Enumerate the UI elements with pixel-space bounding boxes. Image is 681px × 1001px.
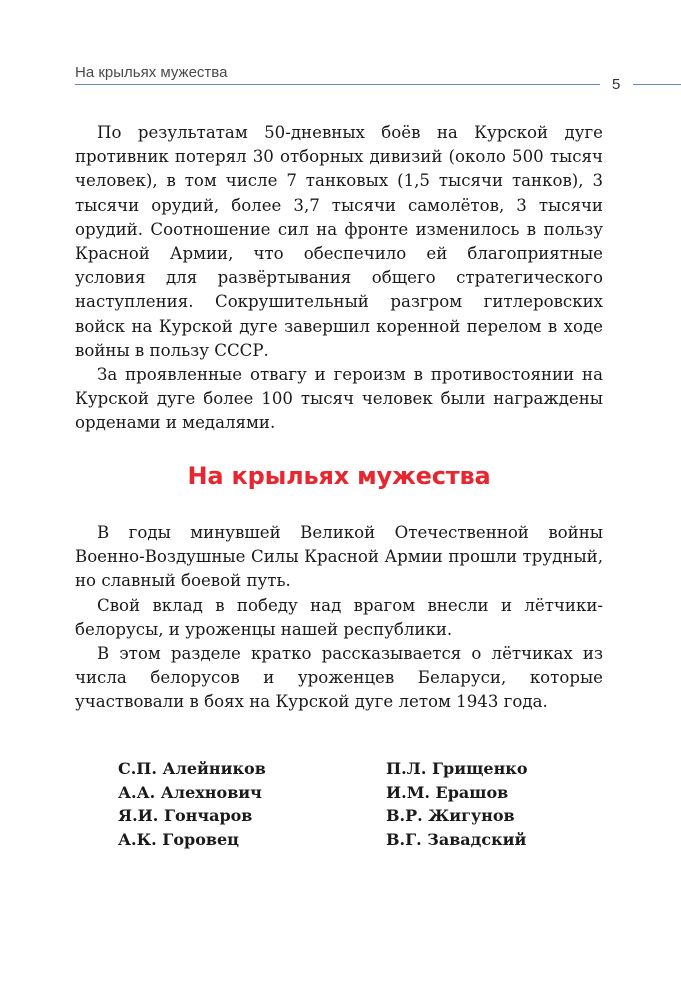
section-paragraph: Свой вклад в победу над врагом внесли и лётчики-белорусы, и уроженцы нашей республики. [75,595,603,639]
intro-paragraph: По результатам 50-дневных боёв на Курской дуге противник потерял 30 отборных дивизий (около 500 тысяч человек), в том числе 7 танковых (1,5 тысячи танков), 3 тысячи орудий, более 3,7 тысячи самолётов, 3 тысячи орудий. Соотношение сил на фронте изменилось в пользу Красной Армии, что обеспечило ей благоприятные условия для развёртывания общего стратегического наступления. Сокрушительный разгром гитлеровских войск на Курской дуге завершил коренной перелом в ходе войны в пользу СССР. [75,123,603,360]
section-text [75,521,603,715]
header-rule-right [633,84,681,85]
page-number: 5 [612,76,621,93]
section-paragraph: В этом разделе кратко рассказывается о лётчиках из числа белорусов и уроженцев Беларуси, которые участвовали в боях на Курской дуге летом 1943 года. [75,644,603,712]
pilot-names-list [118,757,598,851]
pilot-name: В.Р. Жигунов [386,806,515,825]
running-head-title: На крыльях мужества [75,64,228,81]
pilot-name: П.Л. Грищенко [386,759,528,778]
pilot-name: А.А. Алехнович [118,782,262,802]
pilot-name: В.Г. Завадский [386,829,527,849]
section-title: На крыльях мужества [187,462,491,490]
pilot-name: А.К. Горовец [118,829,239,849]
header-rule-left [75,84,600,85]
pilot-name: И.М. Ерашов [386,782,509,802]
pilot-name: С.П. Алейников [118,759,266,778]
intro-paragraph: За проявленные отвагу и героизм в противостоянии на Курской дуге более 100 тысяч человек были награждены орденами и медалями. [75,365,603,433]
pilot-name: Я.И. Гончаров [118,806,253,825]
intro-text [75,121,603,436]
section-paragraph: В годы минувшей Великой Отечественной войны Военно-Воздушные Силы Красной Армии прошли трудный, но славный боевой путь. [75,523,603,591]
